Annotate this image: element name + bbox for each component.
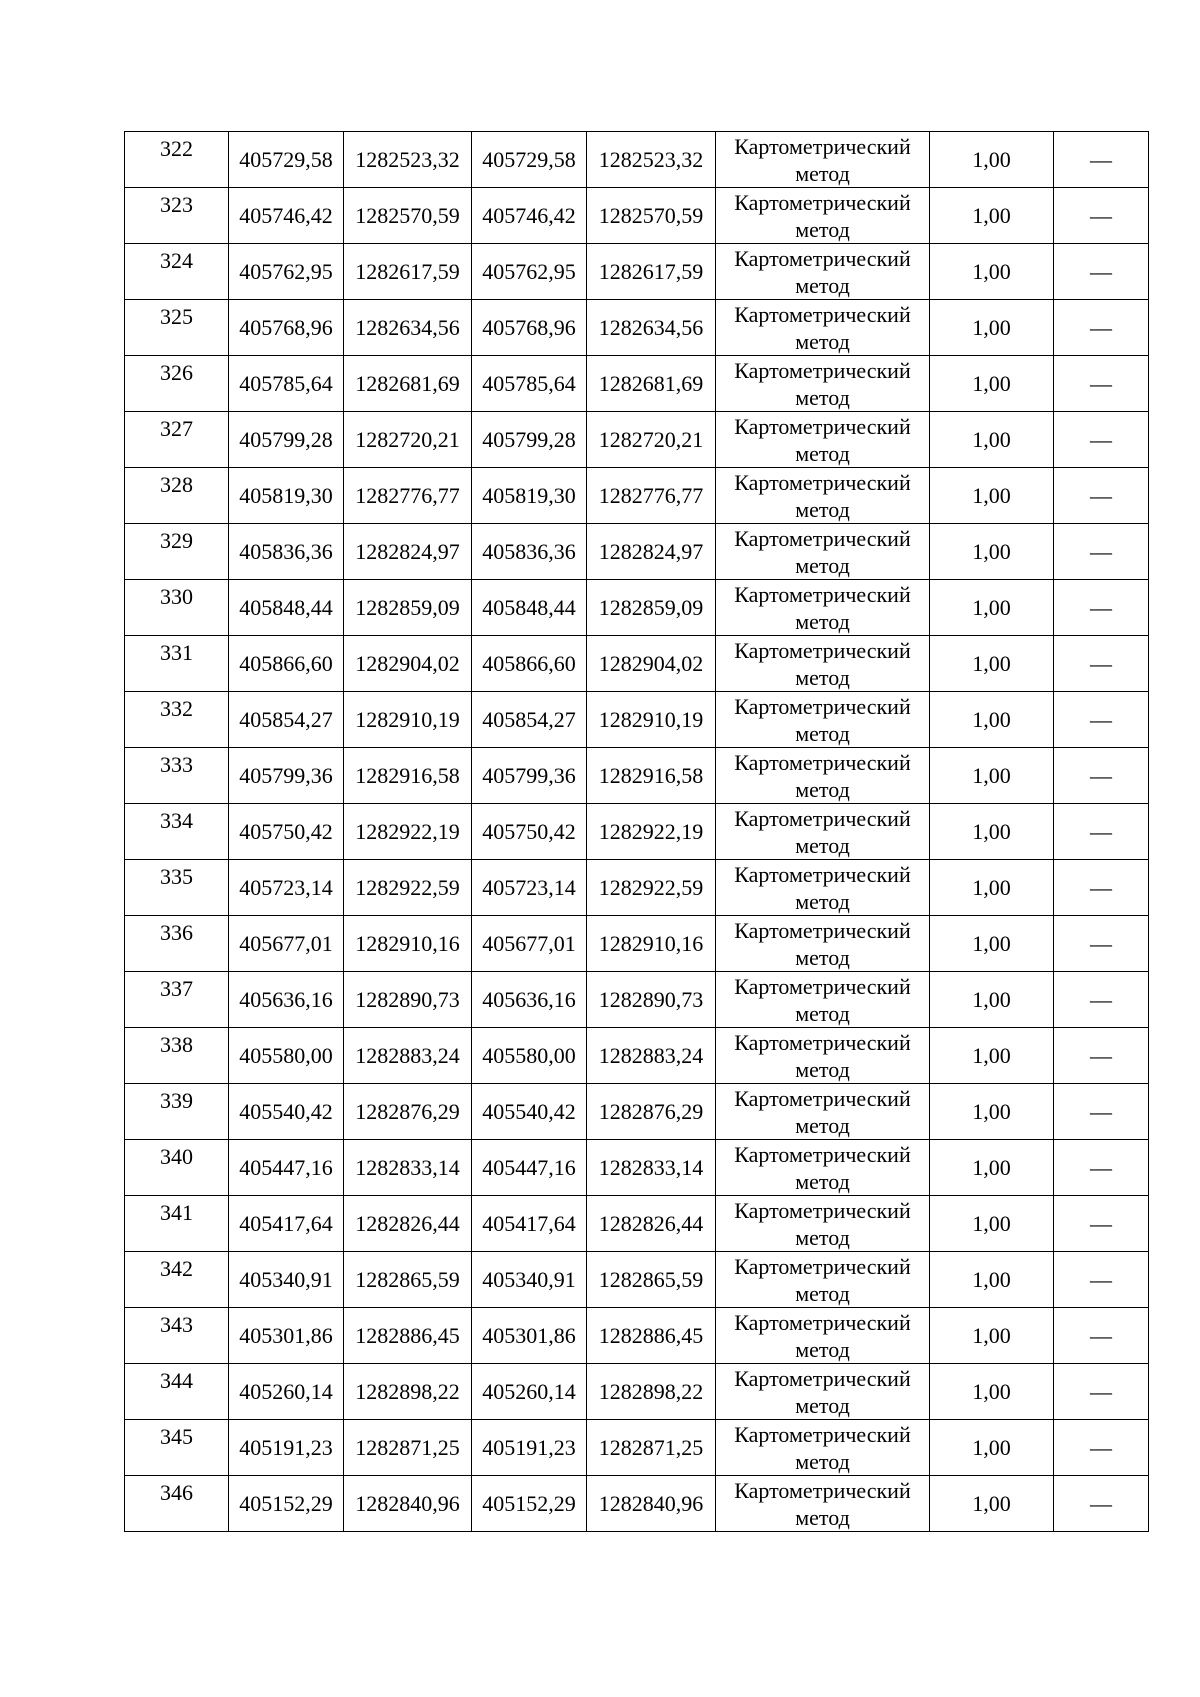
point-number-cell: 334 — [125, 804, 229, 860]
new-y-cell: 1282833,14 — [587, 1140, 716, 1196]
new-y-cell: 1282865,59 — [587, 1252, 716, 1308]
table-row — [125, 132, 1149, 188]
accuracy-cell: 1,00 — [930, 860, 1054, 916]
point-number-cell: 332 — [125, 692, 229, 748]
point-number-cell: 344 — [125, 1364, 229, 1420]
new-y-cell: 1282876,29 — [587, 1084, 716, 1140]
accuracy-cell: 1,00 — [930, 1476, 1054, 1532]
table-row — [125, 412, 1149, 468]
existing-y-cell: 1282898,22 — [344, 1364, 472, 1420]
existing-x-cell: 405819,30 — [229, 468, 344, 524]
existing-x-cell: 405340,91 — [229, 1252, 344, 1308]
new-x-cell: 405746,42 — [472, 188, 587, 244]
table-row — [125, 916, 1149, 972]
description-cell: — — [1054, 244, 1149, 300]
description-cell: — — [1054, 412, 1149, 468]
new-y-cell: 1282883,24 — [587, 1028, 716, 1084]
existing-x-cell: 405580,00 — [229, 1028, 344, 1084]
existing-y-cell: 1282922,19 — [344, 804, 472, 860]
description-cell: — — [1054, 1364, 1149, 1420]
accuracy-cell: 1,00 — [930, 300, 1054, 356]
table-row — [125, 188, 1149, 244]
point-number-cell: 337 — [125, 972, 229, 1028]
description-cell: — — [1054, 1252, 1149, 1308]
method-line-1: Картометрический — [734, 973, 911, 999]
accuracy-cell: 1,00 — [930, 692, 1054, 748]
table-row — [125, 748, 1149, 804]
method-line-1: Картометрический — [734, 637, 911, 663]
method-line-1: Картометрический — [734, 301, 911, 327]
method-line-1: Картометрический — [734, 1365, 911, 1391]
method-line-2: метод — [795, 272, 850, 298]
method-cell — [716, 188, 930, 244]
table-row — [125, 1476, 1149, 1532]
method-cell — [716, 132, 930, 188]
accuracy-cell: 1,00 — [930, 132, 1054, 188]
new-y-cell: 1282776,77 — [587, 468, 716, 524]
existing-x-cell: 405854,27 — [229, 692, 344, 748]
point-number-cell: 336 — [125, 916, 229, 972]
accuracy-cell: 1,00 — [930, 804, 1054, 860]
description-cell: — — [1054, 1420, 1149, 1476]
new-x-cell: 405677,01 — [472, 916, 587, 972]
accuracy-cell: 1,00 — [930, 916, 1054, 972]
method-cell — [716, 1420, 930, 1476]
accuracy-cell: 1,00 — [930, 636, 1054, 692]
description-cell: — — [1054, 132, 1149, 188]
new-x-cell: 405723,14 — [472, 860, 587, 916]
new-x-cell: 405729,58 — [472, 132, 587, 188]
existing-x-cell: 405768,96 — [229, 300, 344, 356]
method-line-2: метод — [795, 552, 850, 578]
existing-x-cell: 405750,42 — [229, 804, 344, 860]
method-line-2: метод — [795, 1504, 850, 1530]
new-y-cell: 1282916,58 — [587, 748, 716, 804]
new-x-cell: 405340,91 — [472, 1252, 587, 1308]
existing-x-cell: 405191,23 — [229, 1420, 344, 1476]
method-line-2: метод — [795, 384, 850, 410]
point-number-cell: 330 — [125, 580, 229, 636]
method-line-1: Картометрический — [734, 861, 911, 887]
table-row — [125, 300, 1149, 356]
existing-y-cell: 1282840,96 — [344, 1476, 472, 1532]
accuracy-cell: 1,00 — [930, 1252, 1054, 1308]
existing-x-cell: 405848,44 — [229, 580, 344, 636]
description-cell: — — [1054, 1084, 1149, 1140]
new-x-cell: 405866,60 — [472, 636, 587, 692]
existing-y-cell: 1282681,69 — [344, 356, 472, 412]
table-row — [125, 1084, 1149, 1140]
existing-x-cell: 405799,28 — [229, 412, 344, 468]
existing-x-cell: 405152,29 — [229, 1476, 344, 1532]
new-y-cell: 1282898,22 — [587, 1364, 716, 1420]
existing-x-cell: 405636,16 — [229, 972, 344, 1028]
description-cell: — — [1054, 356, 1149, 412]
description-cell: — — [1054, 748, 1149, 804]
description-cell: — — [1054, 804, 1149, 860]
method-line-1: Картометрический — [734, 1421, 911, 1447]
coordinates-table — [124, 131, 1149, 1532]
table-row — [125, 692, 1149, 748]
new-x-cell: 405260,14 — [472, 1364, 587, 1420]
table-row — [125, 580, 1149, 636]
method-line-2: метод — [795, 608, 850, 634]
method-cell — [716, 1252, 930, 1308]
method-line-1: Картометрический — [734, 1141, 911, 1167]
method-line-2: метод — [795, 216, 850, 242]
method-line-1: Картометрический — [734, 245, 911, 271]
point-number-cell: 345 — [125, 1420, 229, 1476]
table-row — [125, 1196, 1149, 1252]
new-x-cell: 405301,86 — [472, 1308, 587, 1364]
description-cell: — — [1054, 1308, 1149, 1364]
existing-y-cell: 1282883,24 — [344, 1028, 472, 1084]
existing-x-cell: 405799,36 — [229, 748, 344, 804]
table-row — [125, 1420, 1149, 1476]
existing-y-cell: 1282890,73 — [344, 972, 472, 1028]
accuracy-cell: 1,00 — [930, 1196, 1054, 1252]
method-line-2: метод — [795, 1224, 850, 1250]
method-cell — [716, 972, 930, 1028]
description-cell: — — [1054, 468, 1149, 524]
accuracy-cell: 1,00 — [930, 1308, 1054, 1364]
accuracy-cell: 1,00 — [930, 972, 1054, 1028]
new-y-cell: 1282886,45 — [587, 1308, 716, 1364]
table-row — [125, 972, 1149, 1028]
point-number-cell: 323 — [125, 188, 229, 244]
new-x-cell: 405848,44 — [472, 580, 587, 636]
new-x-cell: 405799,36 — [472, 748, 587, 804]
accuracy-cell: 1,00 — [930, 1028, 1054, 1084]
point-number-cell: 331 — [125, 636, 229, 692]
existing-y-cell: 1282523,32 — [344, 132, 472, 188]
table-row — [125, 636, 1149, 692]
method-line-1: Картометрический — [734, 1253, 911, 1279]
description-cell: — — [1054, 1196, 1149, 1252]
table-row — [125, 1028, 1149, 1084]
existing-y-cell: 1282776,77 — [344, 468, 472, 524]
method-cell — [716, 636, 930, 692]
method-line-2: метод — [795, 1336, 850, 1362]
method-cell — [716, 1140, 930, 1196]
method-line-2: метод — [795, 1168, 850, 1194]
new-x-cell: 405768,96 — [472, 300, 587, 356]
point-number-cell: 327 — [125, 412, 229, 468]
accuracy-cell: 1,00 — [930, 412, 1054, 468]
method-line-1: Картометрический — [734, 525, 911, 551]
point-number-cell: 342 — [125, 1252, 229, 1308]
new-x-cell: 405540,42 — [472, 1084, 587, 1140]
accuracy-cell: 1,00 — [930, 748, 1054, 804]
existing-x-cell: 405260,14 — [229, 1364, 344, 1420]
new-x-cell: 405417,64 — [472, 1196, 587, 1252]
method-cell — [716, 468, 930, 524]
new-y-cell: 1282922,59 — [587, 860, 716, 916]
new-x-cell: 405762,95 — [472, 244, 587, 300]
new-y-cell: 1282910,19 — [587, 692, 716, 748]
method-line-1: Картометрический — [734, 749, 911, 775]
method-cell — [716, 244, 930, 300]
method-line-1: Картометрический — [734, 133, 911, 159]
existing-y-cell: 1282910,19 — [344, 692, 472, 748]
existing-y-cell: 1282922,59 — [344, 860, 472, 916]
description-cell: — — [1054, 580, 1149, 636]
new-x-cell: 405191,23 — [472, 1420, 587, 1476]
existing-y-cell: 1282871,25 — [344, 1420, 472, 1476]
existing-y-cell: 1282876,29 — [344, 1084, 472, 1140]
existing-x-cell: 405301,86 — [229, 1308, 344, 1364]
existing-y-cell: 1282910,16 — [344, 916, 472, 972]
new-x-cell: 405580,00 — [472, 1028, 587, 1084]
table-body — [125, 132, 1149, 1532]
method-line-2: метод — [795, 1056, 850, 1082]
method-line-2: метод — [795, 832, 850, 858]
description-cell: — — [1054, 1140, 1149, 1196]
new-y-cell: 1282904,02 — [587, 636, 716, 692]
point-number-cell: 333 — [125, 748, 229, 804]
new-x-cell: 405636,16 — [472, 972, 587, 1028]
accuracy-cell: 1,00 — [930, 1140, 1054, 1196]
existing-x-cell: 405677,01 — [229, 916, 344, 972]
new-y-cell: 1282681,69 — [587, 356, 716, 412]
accuracy-cell: 1,00 — [930, 468, 1054, 524]
accuracy-cell: 1,00 — [930, 580, 1054, 636]
table-row — [125, 356, 1149, 412]
existing-y-cell: 1282634,56 — [344, 300, 472, 356]
method-line-2: метод — [795, 1112, 850, 1138]
existing-y-cell: 1282904,02 — [344, 636, 472, 692]
method-line-2: метод — [795, 1280, 850, 1306]
method-line-1: Картометрический — [734, 1029, 911, 1055]
method-line-2: метод — [795, 888, 850, 914]
accuracy-cell: 1,00 — [930, 524, 1054, 580]
description-cell: — — [1054, 860, 1149, 916]
existing-x-cell: 405447,16 — [229, 1140, 344, 1196]
description-cell: — — [1054, 188, 1149, 244]
method-line-1: Картометрический — [734, 1197, 911, 1223]
method-cell — [716, 1084, 930, 1140]
method-cell — [716, 1308, 930, 1364]
existing-y-cell: 1282916,58 — [344, 748, 472, 804]
new-x-cell: 405819,30 — [472, 468, 587, 524]
point-number-cell: 325 — [125, 300, 229, 356]
new-y-cell: 1282824,97 — [587, 524, 716, 580]
existing-x-cell: 405866,60 — [229, 636, 344, 692]
accuracy-cell: 1,00 — [930, 1364, 1054, 1420]
new-y-cell: 1282570,59 — [587, 188, 716, 244]
method-cell — [716, 1364, 930, 1420]
existing-x-cell: 405723,14 — [229, 860, 344, 916]
accuracy-cell: 1,00 — [930, 356, 1054, 412]
new-y-cell: 1282922,19 — [587, 804, 716, 860]
description-cell: — — [1054, 916, 1149, 972]
method-line-1: Картометрический — [734, 581, 911, 607]
method-line-1: Картометрический — [734, 1477, 911, 1503]
method-line-1: Картометрический — [734, 469, 911, 495]
existing-x-cell: 405417,64 — [229, 1196, 344, 1252]
new-x-cell: 405785,64 — [472, 356, 587, 412]
method-cell — [716, 300, 930, 356]
existing-x-cell: 405729,58 — [229, 132, 344, 188]
point-number-cell: 339 — [125, 1084, 229, 1140]
new-x-cell: 405750,42 — [472, 804, 587, 860]
existing-y-cell: 1282824,97 — [344, 524, 472, 580]
existing-x-cell: 405836,36 — [229, 524, 344, 580]
method-line-2: метод — [795, 776, 850, 802]
new-y-cell: 1282890,73 — [587, 972, 716, 1028]
new-y-cell: 1282523,32 — [587, 132, 716, 188]
method-line-1: Картометрический — [734, 805, 911, 831]
existing-y-cell: 1282886,45 — [344, 1308, 472, 1364]
point-number-cell: 322 — [125, 132, 229, 188]
table-row — [125, 468, 1149, 524]
new-y-cell: 1282871,25 — [587, 1420, 716, 1476]
description-cell: — — [1054, 1028, 1149, 1084]
method-line-1: Картометрический — [734, 1085, 911, 1111]
existing-x-cell: 405785,64 — [229, 356, 344, 412]
method-line-2: метод — [795, 1448, 850, 1474]
point-number-cell: 335 — [125, 860, 229, 916]
method-line-1: Картометрический — [734, 357, 911, 383]
new-x-cell: 405836,36 — [472, 524, 587, 580]
accuracy-cell: 1,00 — [930, 1420, 1054, 1476]
method-line-2: метод — [795, 160, 850, 186]
description-cell: — — [1054, 1476, 1149, 1532]
method-line-2: метод — [795, 440, 850, 466]
table-row — [125, 1308, 1149, 1364]
point-number-cell: 338 — [125, 1028, 229, 1084]
new-y-cell: 1282910,16 — [587, 916, 716, 972]
method-line-2: метод — [795, 328, 850, 354]
new-x-cell: 405854,27 — [472, 692, 587, 748]
new-y-cell: 1282859,09 — [587, 580, 716, 636]
method-line-2: метод — [795, 1000, 850, 1026]
existing-y-cell: 1282720,21 — [344, 412, 472, 468]
method-line-2: метод — [795, 944, 850, 970]
new-y-cell: 1282720,21 — [587, 412, 716, 468]
method-cell — [716, 412, 930, 468]
method-line-2: метод — [795, 664, 850, 690]
accuracy-cell: 1,00 — [930, 244, 1054, 300]
existing-y-cell: 1282859,09 — [344, 580, 472, 636]
method-line-2: метод — [795, 1392, 850, 1418]
method-line-2: метод — [795, 496, 850, 522]
method-cell — [716, 916, 930, 972]
existing-y-cell: 1282570,59 — [344, 188, 472, 244]
accuracy-cell: 1,00 — [930, 1084, 1054, 1140]
new-x-cell: 405799,28 — [472, 412, 587, 468]
method-line-2: метод — [795, 720, 850, 746]
new-x-cell: 405152,29 — [472, 1476, 587, 1532]
new-x-cell: 405447,16 — [472, 1140, 587, 1196]
point-number-cell: 343 — [125, 1308, 229, 1364]
existing-x-cell: 405540,42 — [229, 1084, 344, 1140]
point-number-cell: 346 — [125, 1476, 229, 1532]
new-y-cell: 1282840,96 — [587, 1476, 716, 1532]
description-cell: — — [1054, 636, 1149, 692]
accuracy-cell: 1,00 — [930, 188, 1054, 244]
method-line-1: Картометрический — [734, 917, 911, 943]
new-y-cell: 1282826,44 — [587, 1196, 716, 1252]
description-cell: — — [1054, 524, 1149, 580]
method-line-1: Картометрический — [734, 413, 911, 439]
point-number-cell: 340 — [125, 1140, 229, 1196]
existing-x-cell: 405762,95 — [229, 244, 344, 300]
method-cell — [716, 524, 930, 580]
existing-y-cell: 1282833,14 — [344, 1140, 472, 1196]
method-cell — [716, 860, 930, 916]
point-number-cell: 326 — [125, 356, 229, 412]
method-cell — [716, 692, 930, 748]
method-cell — [716, 1196, 930, 1252]
table-row — [125, 804, 1149, 860]
method-line-1: Картометрический — [734, 189, 911, 215]
description-cell: — — [1054, 300, 1149, 356]
new-y-cell: 1282617,59 — [587, 244, 716, 300]
table-row — [125, 860, 1149, 916]
table-row — [125, 1140, 1149, 1196]
method-cell — [716, 580, 930, 636]
description-cell: — — [1054, 972, 1149, 1028]
table-row — [125, 1364, 1149, 1420]
method-cell — [716, 1476, 930, 1532]
existing-y-cell: 1282826,44 — [344, 1196, 472, 1252]
existing-x-cell: 405746,42 — [229, 188, 344, 244]
table-row — [125, 244, 1149, 300]
point-number-cell: 324 — [125, 244, 229, 300]
table-row — [125, 524, 1149, 580]
new-y-cell: 1282634,56 — [587, 300, 716, 356]
existing-y-cell: 1282617,59 — [344, 244, 472, 300]
method-cell — [716, 356, 930, 412]
point-number-cell: 328 — [125, 468, 229, 524]
description-cell: — — [1054, 692, 1149, 748]
method-cell — [716, 1028, 930, 1084]
method-cell — [716, 804, 930, 860]
existing-y-cell: 1282865,59 — [344, 1252, 472, 1308]
table-row — [125, 1252, 1149, 1308]
method-line-1: Картометрический — [734, 693, 911, 719]
method-line-1: Картометрический — [734, 1309, 911, 1335]
method-cell — [716, 748, 930, 804]
point-number-cell: 341 — [125, 1196, 229, 1252]
point-number-cell: 329 — [125, 524, 229, 580]
